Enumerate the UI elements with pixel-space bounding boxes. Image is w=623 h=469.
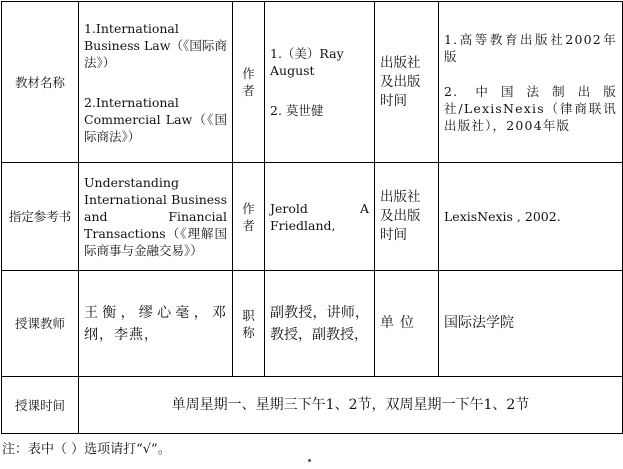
textbook-publishers-cell bbox=[439, 2, 623, 163]
reference-title: Understanding International Business and Financial Transactions（《理解国际商事与金融交易》） bbox=[79, 163, 233, 271]
teacher-names: 王衡，缪心毫，邓纲，李燕， bbox=[79, 271, 233, 377]
teacher-titles: 副教授，讲师，教授，副教授， bbox=[265, 271, 375, 377]
footnote: 注：表中（ ）选项请打“√”。 bbox=[2, 442, 171, 457]
textbook-authors-cell bbox=[265, 2, 375, 163]
reference-author-label: 作者 bbox=[233, 163, 265, 271]
teacher-unit-label: 单位 bbox=[375, 271, 439, 377]
textbook-publisher-1: 1.高等教育出版社2002年版 bbox=[444, 31, 617, 64]
schedule-label: 授课时间 bbox=[2, 377, 79, 434]
textbook-publisher-2: 2. 中国法制出版社/LexisNexis（律商联讯出版社），2004年版 bbox=[444, 83, 617, 133]
teacher-label: 授课教师 bbox=[2, 271, 79, 377]
textbook-title-2: 2.International Commercial Law（《国际商法》） bbox=[84, 94, 227, 144]
textbook-author-label: 作者 bbox=[233, 2, 265, 163]
reference-publisher: LexisNexis , 2002. bbox=[439, 163, 623, 271]
teacher-row bbox=[2, 271, 623, 377]
stray-mark bbox=[308, 459, 311, 462]
textbook-author-1: 1.（美）Ray August bbox=[270, 46, 344, 78]
teacher-unit: 国际法学院 bbox=[439, 271, 623, 377]
reference-label: 指定参考书 bbox=[2, 163, 79, 271]
reference-publisher-label: 出版社及出版时间 bbox=[375, 163, 439, 271]
reference-row bbox=[2, 163, 623, 271]
textbook-label: 教材名称 bbox=[2, 2, 79, 163]
teacher-title-label: 职称 bbox=[233, 271, 265, 377]
reference-author: Jerold A Friedland, bbox=[265, 163, 375, 271]
textbook-publisher-label: 出版社及出版时间 bbox=[375, 2, 439, 163]
course-info-table bbox=[1, 1, 623, 434]
textbook-titles-cell bbox=[79, 2, 233, 163]
schedule-row bbox=[2, 377, 623, 434]
textbook-title-1: 1.International Business Law（《国际商法》） bbox=[84, 20, 227, 70]
schedule-value: 单周星期一、星期三下午1、2节，双周星期一下午1、2节 bbox=[79, 377, 623, 434]
textbook-author-2: 2. 莫世健 bbox=[270, 103, 324, 118]
textbook-row bbox=[2, 2, 623, 163]
